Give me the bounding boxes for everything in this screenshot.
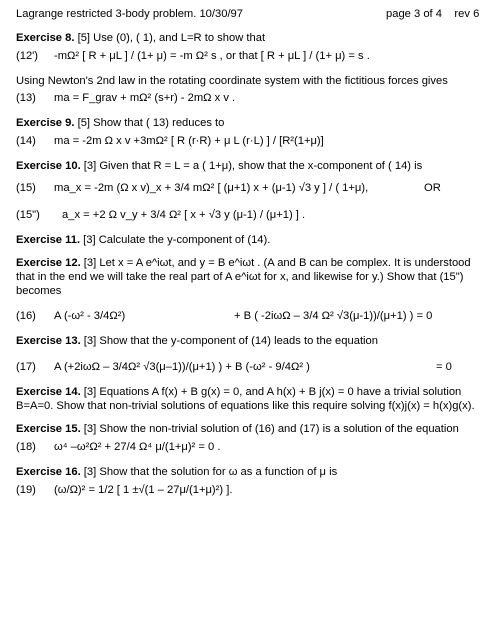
exercise-11-text: [3] Calculate the y-component of (14).: [80, 233, 271, 246]
equation-14-number: (14): [16, 134, 36, 147]
exercise-10: [16, 160, 482, 224]
equation-15-number: (15): [16, 181, 36, 194]
equation-16-right: + B ( -2iωΩ – 3/4 Ω² √3(μ-1))/(μ+1) ) = 0: [234, 310, 433, 323]
exercise-12-text: [3] Let x = A e^iωt, and y = B e^iωt . (A and B can be complex. It is understood that in the end we will take the real part of A e^iωt for x, and likewise for y.) Show that (15") becomes: [16, 257, 471, 297]
exercise-14-title: Exercise 14.: [16, 385, 81, 398]
equation-12: [16, 50, 482, 65]
equation-16: [16, 310, 482, 325]
exercise-13: [16, 335, 482, 376]
exercise-16: [16, 466, 482, 499]
exercise-13-title: Exercise 13.: [16, 335, 81, 348]
exercise-12: [16, 257, 482, 325]
equation-19-number: (19): [16, 483, 36, 496]
header-page-info: page 3 of 4 rev 6: [386, 8, 480, 20]
equation-17-left: A (+2iωΩ – 3/4Ω² √3(μ–1))/(μ+1) ) + B (-ω² - 9/4Ω² ): [54, 360, 310, 373]
exercise-15-text: [3] Show the non-trivial solution of (16) and (17) is a solution of the equation: [80, 423, 459, 436]
exercise-8-title: Exercise 8.: [16, 32, 75, 44]
exercise-14: [16, 386, 482, 413]
exercise-9-title: Exercise 9.: [16, 117, 75, 130]
equation-16-left: A (-ω² - 3/4Ω²): [54, 310, 126, 323]
equation-15-alt-number: (15"): [16, 208, 40, 221]
equation-15-or: OR: [424, 181, 441, 194]
exercise-10-title: Exercise 10.: [16, 159, 81, 172]
exercise-16-title: Exercise 16.: [16, 465, 81, 478]
equation-18: [16, 441, 482, 456]
newton-text: Using Newton's 2nd law in the rotating coordinate system with the fictitious forces gives: [16, 74, 448, 87]
equation-18-number: (18): [16, 440, 36, 453]
newton-paragraph: [16, 75, 482, 108]
exercise-16-text: [3] Show that the solution for ω as a function of μ is: [80, 465, 338, 478]
exercise-9: [16, 117, 482, 150]
equation-13: [16, 92, 482, 107]
equation-15: [16, 182, 482, 197]
exercise-14-text: [3] Equations A f(x) + B g(x) = 0, and A h(x) + B j(x) = 0 have a trivial solution B=A=0. Show that non-trivial solutions of equations like this require solving f(x)j(x) = h(x)g(x).: [16, 385, 475, 412]
equation-15-body: ma_x = -2m (Ω x v)_x + 3/4 mΩ² [ (μ+1) x + (μ-1) √3 y ] / ( 1+μ),: [54, 181, 369, 194]
equation-19-body: (ω/Ω)² = 1/2 [ 1 ±√(1 – 27μ/(1+μ)²) ].: [54, 483, 233, 496]
equation-16-number: (16): [16, 310, 36, 323]
exercise-15-title: Exercise 15.: [16, 423, 81, 436]
exercise-10-text: [3] Given that R = L = a ( 1+μ), show that the x-component of ( 14) is: [80, 159, 423, 172]
equation-13-body: ma = F_grav + mΩ² (s+r) - 2mΩ x v .: [54, 92, 236, 105]
equation-12-body: -mΩ² [ R + μL ] / (1+ μ) = -m Ω² s , or that [ R + μL ] / (1+ μ) = s .: [54, 49, 370, 62]
equation-15-alt-body: a_x = +2 Ω v_y + 3/4 Ω² [ x + √3 y (μ-1) / (μ+1) ] .: [62, 208, 306, 221]
equation-15-alt: [16, 209, 482, 224]
equation-19: [16, 484, 482, 499]
exercise-8: [16, 32, 482, 65]
equation-14-body: ma = -2m Ω x v +3mΩ² [ R (r·R) + μ L (r·L) ] / [R²(1+μ)]: [54, 134, 324, 147]
exercise-15: [16, 423, 482, 456]
equation-14: [16, 135, 482, 150]
equation-17: [16, 361, 482, 376]
equation-17-number: (17): [16, 360, 36, 373]
exercise-13-text: [3] Show that the y-component of (14) leads to the equation: [80, 335, 378, 348]
exercise-11: [16, 234, 482, 248]
exercise-12-title: Exercise 12.: [16, 257, 81, 270]
exercise-8-text: [5] Use (0), ( 1), and L=R to show that: [74, 32, 266, 44]
equation-17-right: = 0: [436, 360, 452, 373]
header-title: Lagrange restricted 3-body problem. 10/30/97: [16, 8, 244, 20]
page-header: [16, 8, 482, 22]
document-page: [16, 8, 482, 499]
exercise-9-text: [5] Show that ( 13) reduces to: [74, 117, 225, 130]
equation-12-number: (12'): [16, 49, 39, 62]
exercise-11-title: Exercise 11.: [16, 233, 81, 246]
equation-18-body: ω⁴ –ω²Ω² + 27/4 Ω⁴ μ/(1+μ)² = 0 .: [54, 440, 221, 453]
equation-13-number: (13): [16, 92, 36, 105]
